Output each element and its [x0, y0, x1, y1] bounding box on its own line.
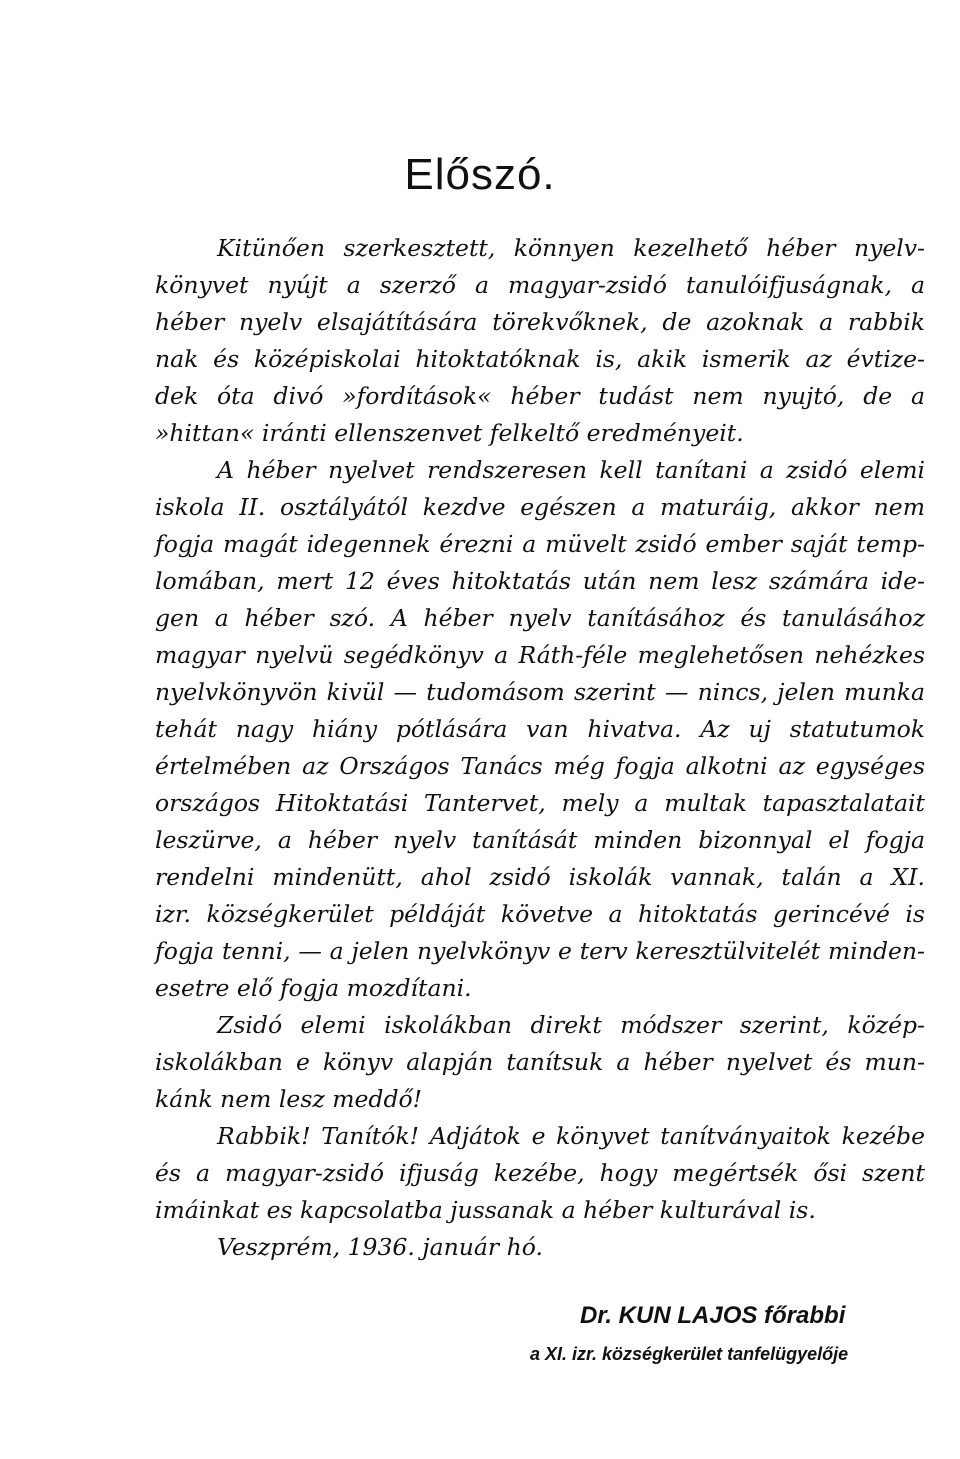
text-line: gen a héber szó. A héber nyelv tanításához és tanulásához — [155, 604, 925, 632]
text-line: könyvet nyújt a szerző a magyar-zsidó tanulóifjuságnak, a — [155, 271, 925, 299]
text-line: rendelni mindenütt, ahol zsidó iskolák vannak, talán a XI. — [155, 863, 925, 891]
text-line: iskolákban e könyv alapján tanítsuk a héber nyelvet és mun- — [155, 1048, 925, 1076]
text-line: iskola II. osztályától kezdve egészen a maturáig, akkor nem — [155, 493, 925, 521]
text-line: magyar nyelvü segédkönyv a Ráth-féle meglehetősen nehézkes — [155, 641, 925, 669]
page-title: Előszó. — [404, 150, 556, 199]
text-line: leszürve, a héber nyelv tanítását minden bizonnyal el fogja — [155, 826, 925, 854]
text-line: Rabbik! Tanítók! Adjátok e könyvet tanítványaitok kezébe — [217, 1122, 925, 1150]
preface-body — [155, 230, 925, 1266]
paragraph-4 — [155, 1118, 925, 1229]
text-line: értelmében az Országos Tanács még fogja alkotni az egységes — [155, 752, 925, 780]
text-line: Zsidó elemi iskolákban direkt módszer szerint, közép- — [217, 1011, 925, 1039]
text-line: fogja tenni, — a jelen nyelvkönyv e terv keresztülvitelét minden- — [155, 937, 925, 965]
text-line: nyelvkönyvön kivül — tudomásom szerint — nincs, jelen munka — [155, 678, 925, 706]
text-line: Kitünően szerkesztett, könnyen kezelhető héber nyelv- — [217, 234, 925, 262]
text-line: országos Hitoktatási Tantervet, mely a multak tapasztalatait — [155, 789, 925, 817]
signature-name: Dr. KUN LAJOS főrabbi — [580, 1302, 846, 1329]
text-line: A héber nyelvet rendszeresen kell tanítani a zsidó elemi — [217, 456, 925, 484]
paragraph-2 — [155, 452, 925, 1007]
signature-role: a XI. izr. községkerület tanfelügyelője — [530, 1344, 849, 1364]
text-line: lomában, mert 12 éves hitoktatás után nem lesz számára ide- — [155, 567, 925, 595]
paragraph-1 — [155, 230, 925, 452]
text-line: héber nyelv elsajátítására törekvőknek, de azoknak a rabbik — [155, 308, 925, 336]
text-line: »hittan« iránti ellenszenvet felkeltő eredményeit. — [155, 419, 744, 447]
text-line: és a magyar-zsidó ifjuság kezébe, hogy megértsék ősi szent — [155, 1159, 925, 1187]
text-line: imáinkat es kapcsolatba jussanak a héber kulturával is. — [155, 1196, 816, 1224]
text-line: dek óta divó »fordítások« héber tudást nem nyujtó, de a — [155, 382, 925, 410]
place-date — [155, 1229, 925, 1266]
text-line: Veszprém, 1936. január hó. — [217, 1233, 543, 1261]
paragraph-3 — [155, 1007, 925, 1118]
text-line: izr. községkerület példáját követve a hitoktatás gerincévé is — [155, 900, 925, 928]
text-line: fogja magát idegennek érezni a müvelt zsidó ember saját temp- — [155, 530, 925, 558]
text-line: nak és középiskolai hitoktatóknak is, akik ismerik az évtize- — [155, 345, 925, 373]
text-line: tehát nagy hiány pótlására van hivatva. Az uj statutumok — [155, 715, 925, 743]
text-line: kánk nem lesz meddő! — [155, 1085, 423, 1113]
text-line: esetre elő fogja mozdítani. — [155, 974, 472, 1002]
